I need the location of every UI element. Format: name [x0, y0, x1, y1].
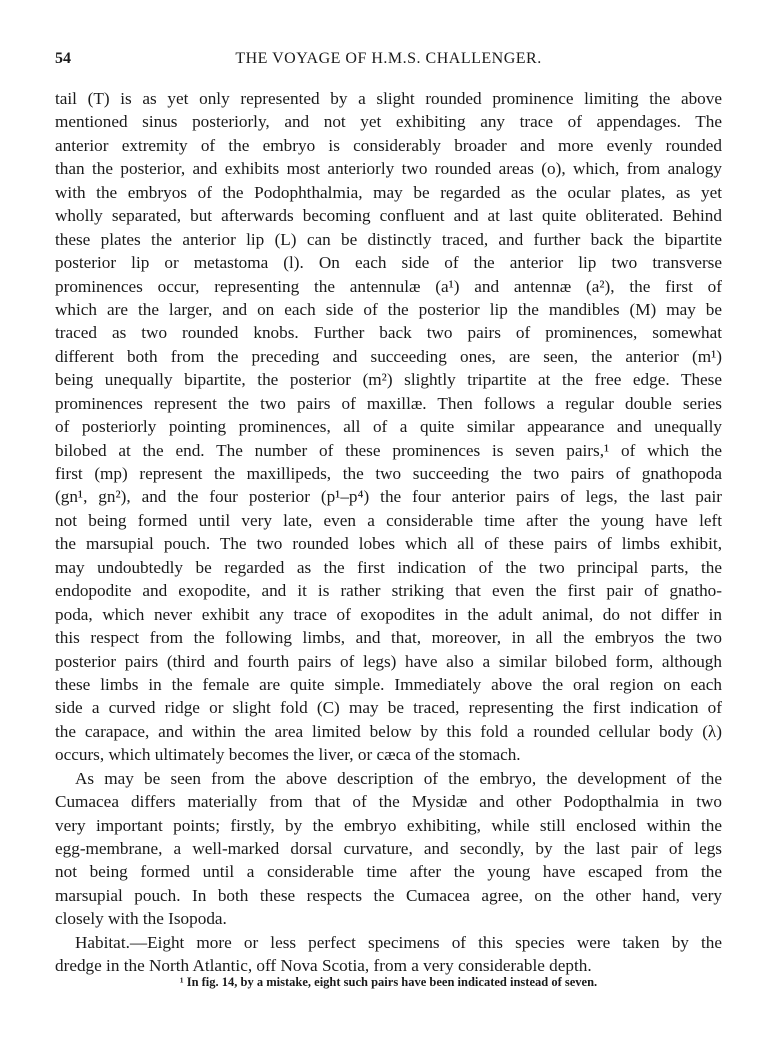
page-number: 54 [55, 50, 71, 67]
text-line: posterior lip or metastoma (l). On each side of the anterior lip two transverse [55, 253, 722, 273]
text-line: which are the larger, and on each side of the posterior lip the mandibles (M) may be [55, 299, 722, 319]
text-line: posterior pairs (third and fourth pairs of legs) have also a similar bilobed form, although [55, 651, 722, 671]
text-line: may undoubtedly be regarded as the first indication of the two principal parts, the [55, 557, 722, 577]
text-line: tail (T) is as yet only represented by a slight rounded prominence limiting the above [55, 89, 722, 108]
text-line: Habitat.—Eight more or less perfect specimens of this species were taken by the [75, 932, 722, 952]
text-line: As may be seen from the above description of the embryo, the development of the [75, 768, 722, 788]
text-line: with the embryos of the Podophthalmia, may be regarded as the ocular plates, as yet [55, 182, 722, 202]
text-line: different both from the preceding and succeeding ones, are seen, the anterior (m¹) [55, 346, 722, 366]
text-line: Cumacea differs materially from that of the Mysidæ and other Podopthalmia in two [55, 792, 722, 812]
text-line: this respect from the following limbs, and that, moreover, in all the embryos the two [55, 628, 722, 648]
text-line: very important points; firstly, by the embryo exhibiting, while still enclosed within the [55, 815, 722, 835]
text-line: marsupial pouch. In both these respects the Cumacea agree, on the other hand, very [55, 885, 722, 905]
text-line: closely with the Isopoda. [55, 909, 227, 929]
text-line: not being formed until very late, even a considerable time after the young have left [55, 510, 722, 530]
text-line: poda, which never exhibit any trace of exopodites in the adult animal, do not differ in [55, 604, 722, 624]
text-line: occurs, which ultimately becomes the liver, or cæca of the stomach. [55, 745, 521, 765]
text-line: mentioned sinus posteriorly, and not yet exhibiting any trace of appendages. The [55, 112, 722, 132]
text-line: the carapace, and within the area limited below by this fold a rounded cellular body (λ) [55, 721, 722, 741]
text-line: dredge in the North Atlantic, off Nova Scotia, from a very considerable depth. [55, 956, 592, 976]
body-text [55, 87, 722, 978]
page-header [55, 50, 722, 74]
text-line: of posteriorly pointing prominences, all of a quite similar appearance and unequally [55, 417, 722, 437]
text-line: than the posterior, and exhibits most anteriorly two rounded areas (o), which, from analogy [55, 159, 722, 179]
running-title: THE VOYAGE OF H.M.S. CHALLENGER. [235, 50, 542, 67]
text-line: these plates the anterior lip (L) can be distinctly traced, and further back the bipartite [55, 229, 722, 249]
text-line: side a curved ridge or slight fold (C) may be traced, representing the first indication of [55, 698, 722, 718]
text-line: (gn¹, gn²), and the four posterior (p¹–p⁴) the four anterior pairs of legs, the last pair [55, 487, 722, 507]
footnote: ¹ In fig. 14, by a mistake, eight such pairs have been indicated instead of seven. [179, 975, 598, 989]
text-line: the marsupial pouch. The two rounded lobes which all of these pairs of limbs exhibit, [55, 534, 722, 554]
text-line: traced as two rounded knobs. Further back two pairs of prominences, somewhat [55, 323, 722, 343]
text-line: wholly separated, but afterwards becoming confluent and at last quite obliterated. Behind [55, 206, 722, 226]
paragraph [55, 931, 722, 978]
text-line: these limbs in the female are quite simple. Immediately above the oral region on each [55, 674, 722, 694]
text-line: not being formed until a considerable time after the young have escaped from the [55, 862, 722, 882]
text-line: bilobed at the end. The number of these prominences is seven pairs,¹ of which the [55, 440, 722, 460]
paragraph [55, 87, 722, 767]
text-line: egg-membrane, a well-marked dorsal curvature, and secondly, by the last pair of legs [55, 839, 722, 858]
text-line: prominences occur, representing the antennulæ (a¹) and antennæ (a²), the first of [55, 276, 722, 296]
text-line: first (mp) represent the maxillipeds, the two succeeding the two pairs of gnathopoda [55, 464, 722, 483]
paragraph [55, 767, 722, 931]
text-line: endopodite and exopodite, and it is rather striking that even the first pair of gnatho- [55, 581, 722, 601]
text-line: being unequally bipartite, the posterior (m²) slightly tripartite at the free edge. These [55, 370, 722, 390]
text-line: anterior extremity of the embryo is considerably broader and more evenly rounded [55, 135, 722, 155]
text-line: prominences represent the two pairs of maxillæ. Then follows a regular double series [55, 393, 722, 413]
